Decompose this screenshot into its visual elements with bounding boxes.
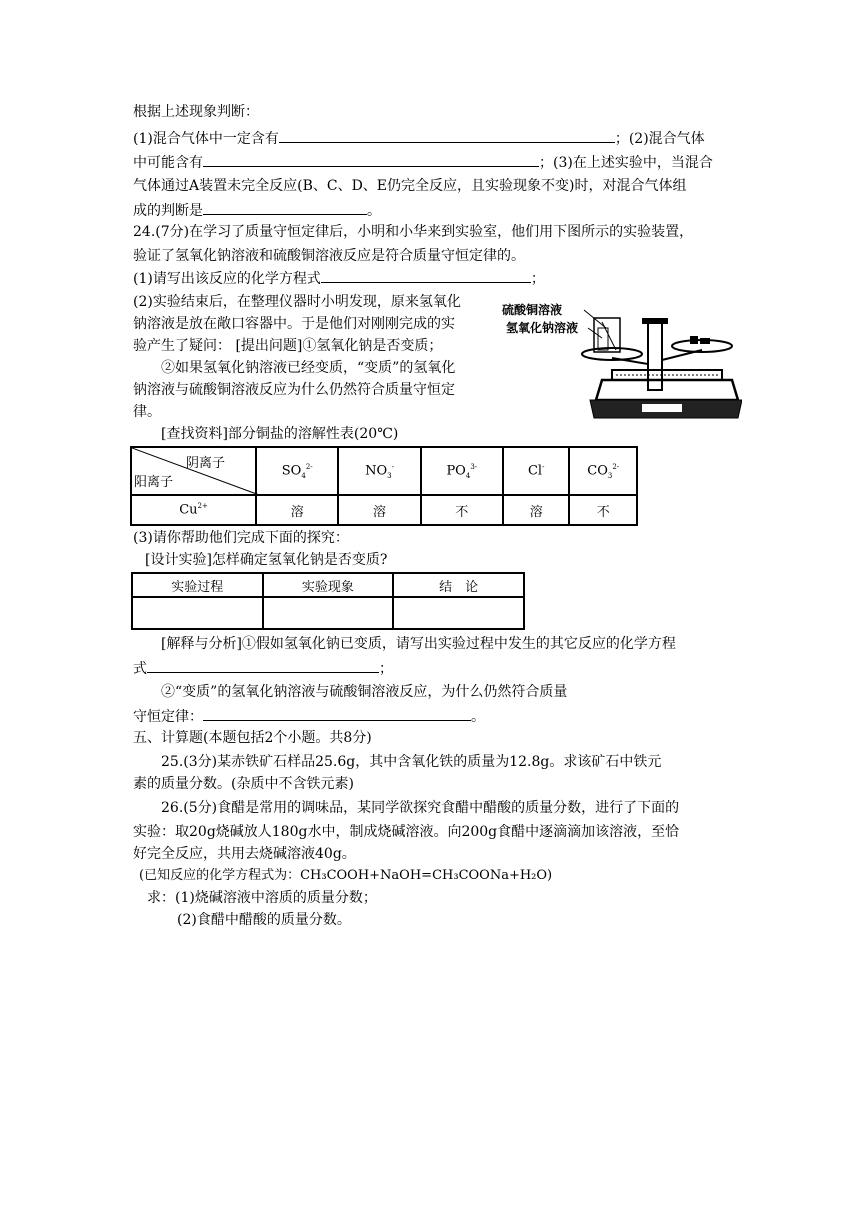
anion-cell: $NO_3^-$: [338, 447, 420, 495]
q-text: 式: [133, 661, 147, 677]
q26-line1: 26.(5分)食醋是常用的调味品，某同学欲探究食醋中醋酸的质量分数，进行了下面的: [161, 800, 680, 816]
q-line-3: 气体通过A装置未完全反应(B、C、D、E仍完全反应，且实验现象不变)时，对混合气体组: [133, 178, 687, 194]
q-text: 。: [471, 709, 485, 725]
q26-line3: 好完全反应，共用去烧碱溶液40g。: [133, 846, 356, 862]
q-text: (1)请写出该反应的化学方程式: [133, 271, 321, 287]
answer-blank[interactable]: [203, 706, 471, 721]
table-row: [131, 447, 637, 495]
answer-blank[interactable]: [321, 268, 531, 283]
figure-label-cuso4: 硫酸铜溶液: [502, 303, 563, 317]
exp-answer-cell[interactable]: [393, 597, 524, 629]
exp-header: 结 论: [393, 573, 524, 597]
q24-2-line4: ②如果氢氧化钠溶液已经变质，“变质”的氢氧化: [161, 360, 456, 376]
exp-answer-cell[interactable]: [263, 597, 394, 629]
q-line-4: [133, 200, 381, 221]
experiment-table: [131, 572, 525, 630]
header-diagonal-cell: [131, 447, 256, 495]
answer-blank[interactable]: [279, 128, 615, 143]
q24-2-line6: 律。: [133, 404, 161, 420]
solubility-value: 溶: [256, 495, 338, 525]
q-text: 守恒定律：: [133, 709, 203, 725]
anion-cell: Cl-: [503, 447, 569, 495]
solubility-value: 不: [421, 495, 503, 525]
design-title: [设计实验]怎样确定氢氧化钠是否变质?: [145, 552, 388, 568]
answer-blank[interactable]: [203, 200, 367, 215]
figure-label-naoh: 氢氧化钠溶液: [506, 321, 579, 335]
q-text: ；(3)在上述实验中，当混合: [539, 155, 713, 171]
anion-cell: $SO_4^{2-}$: [256, 447, 338, 495]
exp-answer-cell[interactable]: [132, 597, 263, 629]
q24-2-line3: 验产生了疑问： [提出问题]①氢氧化钠是否变质；: [133, 338, 443, 354]
q-text: 。: [367, 203, 381, 219]
cation-cell: $Cu^{2+}$: [131, 495, 256, 525]
q24-2-line2: 钠溶液是放在敞口容器中。于是他们对刚刚完成的实: [133, 316, 455, 332]
anion-cell: $PO_4^{3-}$: [421, 447, 503, 495]
table-row: [132, 597, 524, 629]
section-5-title: 五、计算题(本题包括2个小题。共8分): [133, 730, 372, 746]
solubility-value: 不: [569, 495, 637, 525]
q25-line2: 素的质量分数。(杂质中不含铁元素): [133, 776, 354, 792]
explain-line3: ②“变质”的氢氧化钠溶液与硫酸铜溶液反应，为什么仍然符合质量: [161, 684, 568, 700]
q26-equation: (已知反应的化学方程式为：CH₃COOH+NaOH=CH₃COONa+H₂O): [139, 868, 553, 883]
q24-text: 验证了氢氧化钠溶液和硫酸铜溶液反应是符合质量守恒定律的。: [133, 248, 525, 264]
q26-ask1: 求：(1)烧碱溶液中溶质的质量分数；: [147, 890, 377, 906]
solubility-value: 溶: [503, 495, 569, 525]
q-line-2: [133, 152, 713, 173]
q-text: ；: [379, 661, 393, 677]
q24-2-line1: (2)实验结束后，在整理仪器时小明发现，原来氢氧化: [133, 294, 461, 310]
explain-line2: [133, 658, 393, 679]
anion-cell: $CO_3^{2-}$: [569, 447, 637, 495]
solubility-value: 溶: [338, 495, 420, 525]
q-text: (1)混合气体中一定含有: [133, 131, 279, 147]
q-text: 中可能含有: [133, 155, 203, 171]
q26-ask2: (2)食醋中醋酸的质量分数。: [177, 912, 351, 928]
table-row: [131, 495, 637, 525]
q24-title: 24.(7分)在学习了质量守恒定律后，小明和小华来到实验室，他们用下图所示的实验装置，: [133, 224, 694, 240]
q-text: ；: [530, 271, 545, 287]
explain-line4: [133, 706, 485, 727]
q25-line1: 25.(3分)某赤铁矿石样品25.6g，其中含氧化铁的质量为12.8g。求该矿石中铁元: [161, 754, 662, 770]
q24-3: (3)请你帮助他们完成下面的探究：: [133, 530, 349, 546]
q24-2-line5: 钠溶液与硫酸铜溶液反应为什么仍然符合质量守恒定: [133, 382, 455, 398]
q26-line2: 实验：取20g烧碱放人180g水中，制成烧碱溶液。向200g食醋中逐滴滴加该溶液，至恰: [133, 824, 680, 840]
cation-header: 阳离子: [134, 475, 174, 490]
answer-blank[interactable]: [147, 658, 379, 673]
answer-blank[interactable]: [203, 152, 539, 167]
q-text: ；(2)混合气体: [614, 131, 705, 147]
balance-drawing: [502, 288, 742, 428]
intro-line: 根据上述现象判断：: [133, 104, 259, 120]
explain-line1: [解释与分析]①假如氢氧化钠已变质，请写出实验过程中发生的其它反应的化学方程: [161, 636, 676, 652]
exp-header: 实验过程: [132, 573, 263, 597]
balance-figure: [502, 288, 742, 428]
table-row: [132, 573, 524, 597]
q-line-1: [133, 128, 705, 149]
anion-header: 阴离子: [186, 456, 226, 471]
q24-1: [133, 268, 545, 289]
ref-title: [查找资料]部分铜盐的溶解性表(20℃): [161, 426, 399, 442]
solubility-table: [130, 446, 638, 526]
exp-header: 实验现象: [263, 573, 394, 597]
q-text: 成的判断是: [133, 203, 203, 219]
